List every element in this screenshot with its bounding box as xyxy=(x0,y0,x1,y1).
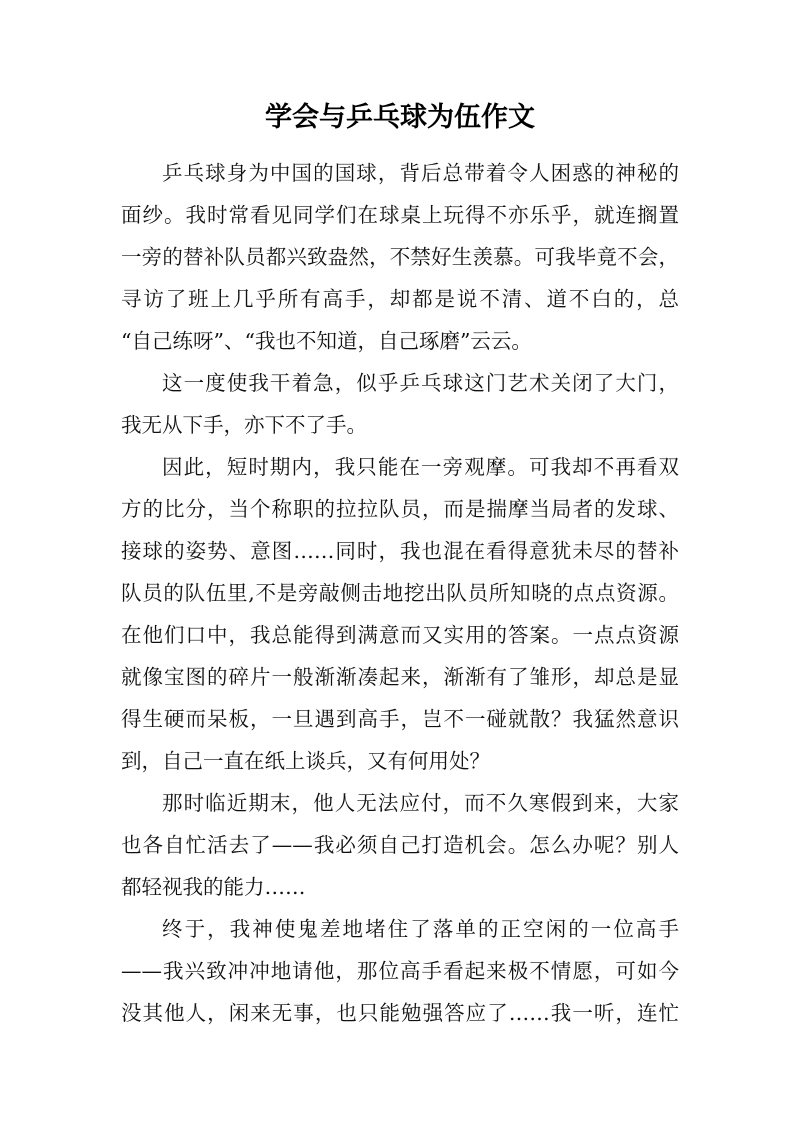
paragraph-line: 在他们口中，我总能得到满意而又实用的答案。一点点资源 xyxy=(121,623,679,647)
paragraph-line: 没其他人，闲来无事，也只能勉强答应了……我一听，连忙 xyxy=(121,1001,679,1025)
paragraph-line: 我无从下手，亦下不了手。 xyxy=(121,413,367,437)
paragraph-line: “自己练呀”、“我也不知道，自己琢磨”云云。 xyxy=(121,329,532,353)
paragraph-line: 都轻视我的能力…… xyxy=(121,875,306,899)
paragraph-5 xyxy=(121,908,679,1034)
paragraph-2 xyxy=(121,362,679,446)
paragraph-line: 方的比分，当个称职的拉拉队员，而是揣摩当局者的发球、 xyxy=(121,497,679,521)
paragraph-line: 那时临近期末，他人无法应付，而不久寒假到来，大家 xyxy=(162,791,679,815)
document-body xyxy=(121,152,679,1034)
paragraph-4 xyxy=(121,782,679,908)
paragraph-line: 终于，我神使鬼差地堵住了落单的正空闲的一位高手 xyxy=(162,917,679,941)
paragraph-line: 因此，短时期内，我只能在一旁观摩。可我却不再看双 xyxy=(162,455,679,479)
paragraph-line: 接球的姿势、意图……同时，我也混在看得意犹未尽的替补 xyxy=(121,539,679,563)
paragraph-line: 到，自己一直在纸上谈兵，又有何用处？ xyxy=(121,749,490,773)
paragraph-line: 这一度使我干着急，似乎乒乓球这门艺术关闭了大门， xyxy=(162,371,679,395)
paragraph-1 xyxy=(121,152,679,362)
paragraph-line: 就像宝图的碎片一般渐渐凑起来，渐渐有了雏形，却总是显 xyxy=(121,665,679,689)
paragraph-line: 寻访了班上几乎所有高手，却都是说不清、道不白的，总 xyxy=(121,287,679,311)
paragraph-3 xyxy=(121,446,679,782)
document-title: 学会与乒乓球为伍作文 xyxy=(265,102,535,133)
paragraph-line: 面纱。我时常看见同学们在球桌上玩得不亦乐乎，就连搁置 xyxy=(121,203,679,227)
paragraph-line: ——我兴致冲冲地请他，那位高手看起来极不情愿，可如今 xyxy=(121,959,679,983)
paragraph-line: 一旁的替补队员都兴致盎然，不禁好生羡慕。可我毕竟不会， xyxy=(121,245,679,269)
paragraph-line: 得生硬而呆板，一旦遇到高手，岂不一碰就散？我猛然意识 xyxy=(121,707,679,731)
paragraph-line: 队员的队伍里,不是旁敲侧击地挖出队员所知晓的点点资源。 xyxy=(121,581,679,605)
paragraph-line: 也各自忙活去了——我必须自己打造机会。怎么办呢？别人 xyxy=(121,833,679,857)
paragraph-line: 乒乓球身为中国的国球，背后总带着令人困惑的神秘的 xyxy=(162,161,679,185)
